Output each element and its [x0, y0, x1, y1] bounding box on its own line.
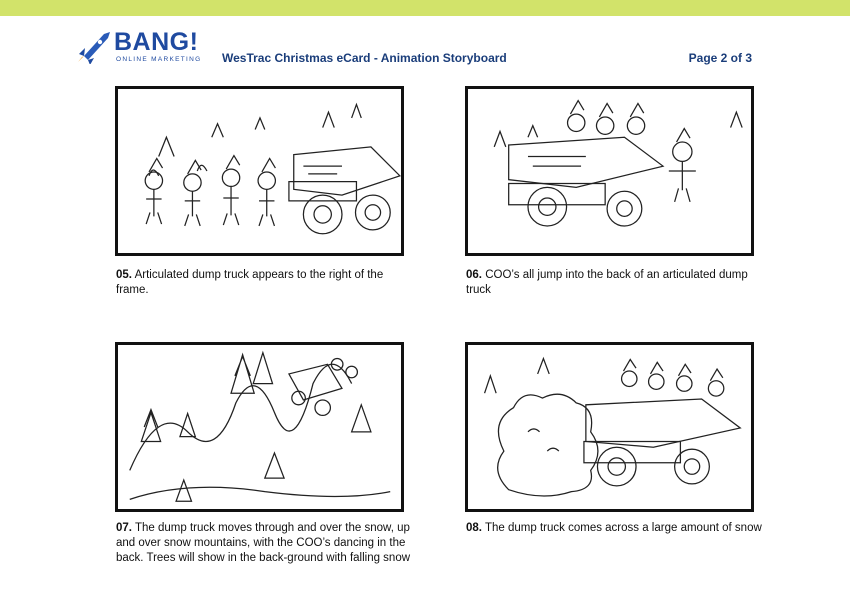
rocket-icon [76, 28, 114, 64]
caption-06 [466, 268, 766, 298]
frame-number-06: 06. [466, 269, 482, 281]
sketch-coos-in-truck [468, 89, 751, 253]
document-title: WesTrac Christmas eCard - Animation Storyboard [222, 51, 507, 65]
caption-08 [466, 521, 766, 536]
frame-caption-07: The dump truck moves through and over the snow, up and over snow mountains, with the COO’s dancing in the back. Trees will show in the back-ground with falling snow [116, 522, 411, 564]
dump-truck-sketch [584, 399, 740, 486]
frame-caption-06: COO’s all jump into the back of an articulated dump truck [466, 269, 748, 296]
frame-number-08: 08. [466, 522, 482, 534]
frame-caption-08: The dump truck comes across a large amount of snow [485, 522, 762, 534]
flying-truck [289, 359, 357, 416]
coo-heads [568, 101, 696, 202]
caption-05 [116, 268, 416, 298]
frame-number-07: 07. [116, 522, 132, 534]
frame-number-05: 05. [116, 269, 132, 281]
page-number: Page 2 of 3 [688, 51, 752, 65]
storyboard-frame-06 [465, 86, 754, 256]
brand-tagline: ONLINE MARKETING [116, 56, 202, 63]
storyboard-frame-07 [115, 342, 404, 512]
coo-heads [622, 359, 724, 396]
bang-logo [76, 28, 206, 66]
sketch-snow-pile [468, 345, 751, 509]
dump-truck-sketch [289, 147, 400, 234]
sketch-snow-mountains [118, 345, 401, 509]
storyboard-frame-08 [465, 342, 754, 512]
sketch-truck-elves [118, 89, 401, 253]
top-accent-bar [0, 0, 850, 16]
frame-caption-05: Articulated dump truck appears to the right of the frame. [116, 269, 384, 296]
storyboard-frame-05 [115, 86, 404, 256]
elf-group [145, 156, 275, 226]
dump-truck-sketch [509, 137, 663, 226]
brand-name: BANG! [114, 28, 199, 56]
pine-trees [141, 353, 371, 502]
caption-07 [116, 521, 416, 566]
